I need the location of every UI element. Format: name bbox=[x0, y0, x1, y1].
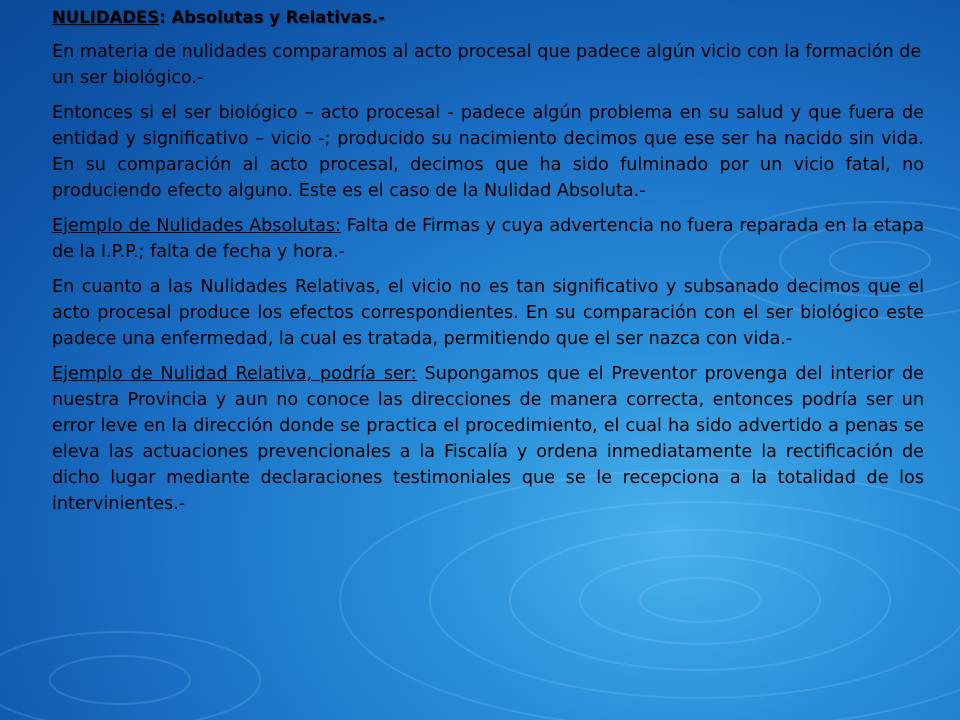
paragraph-ejemplo-relativa bbox=[52, 361, 924, 517]
example-heading: Ejemplo de Nulidades Absolutas: bbox=[52, 216, 342, 236]
paragraph-ejemplo-absolutas bbox=[52, 213, 924, 265]
paragraph-text: En materia de nulidades comparamos al acto procesal que padece algún vicio con la formación de un ser biológico.- bbox=[52, 42, 922, 88]
paragraph-text: Supongamos que el Preventor provenga del interior de nuestra Provincia y aun no conoce las direcciones de manera correcta, entonces podría ser un error leve en la dirección donde se practica el procedimiento, el cual ha sido advertido a penas se eleva las actuaciones prevencionales a la Fiscalía y ordena inmediatamente la rectificación de dicho lugar mediante declaraciones testimoniales que se le recepciona a la totalidad de los intervinientes.- bbox=[52, 364, 925, 514]
title-subtitle: : Absolutas y Relativas.- bbox=[159, 8, 385, 27]
paragraph-intro bbox=[52, 39, 924, 91]
title-underlined-word: NULIDADES bbox=[52, 8, 160, 27]
paragraph-text: Falta de Firmas y cuya advertencia no fuera reparada en la etapa de la I.P.P.; falta de fecha y hora.- bbox=[52, 216, 924, 262]
slide-title bbox=[52, 6, 924, 30]
slide-content bbox=[52, 6, 924, 526]
paragraph-nulidad-relativa bbox=[52, 274, 924, 352]
example-heading: Ejemplo de Nulidad Relativa, podría ser: bbox=[52, 364, 417, 384]
paragraph-nulidad-absoluta bbox=[52, 100, 924, 204]
paragraph-text: Entonces si el ser biológico – acto procesal - padece algún problema en su salud y que fuera de entidad y significativo – vicio -; producido su nacimiento decimos que ese ser ha nacido sin vida. En su comparación al acto procesal, decimos que ha sido fulminado por un vicio fatal, no produciendo efecto alguno. Este es el caso de la Nulidad Absoluta.- bbox=[52, 103, 924, 201]
paragraph-text: En cuanto a las Nulidades Relativas, el vicio no es tan significativo y subsanado decimos que el acto procesal produce los efectos correspondientes. En su comparación con el ser biológico este padece una enfermedad, la cual es tratada, permitiendo que el ser nazca con vida.- bbox=[52, 277, 924, 349]
